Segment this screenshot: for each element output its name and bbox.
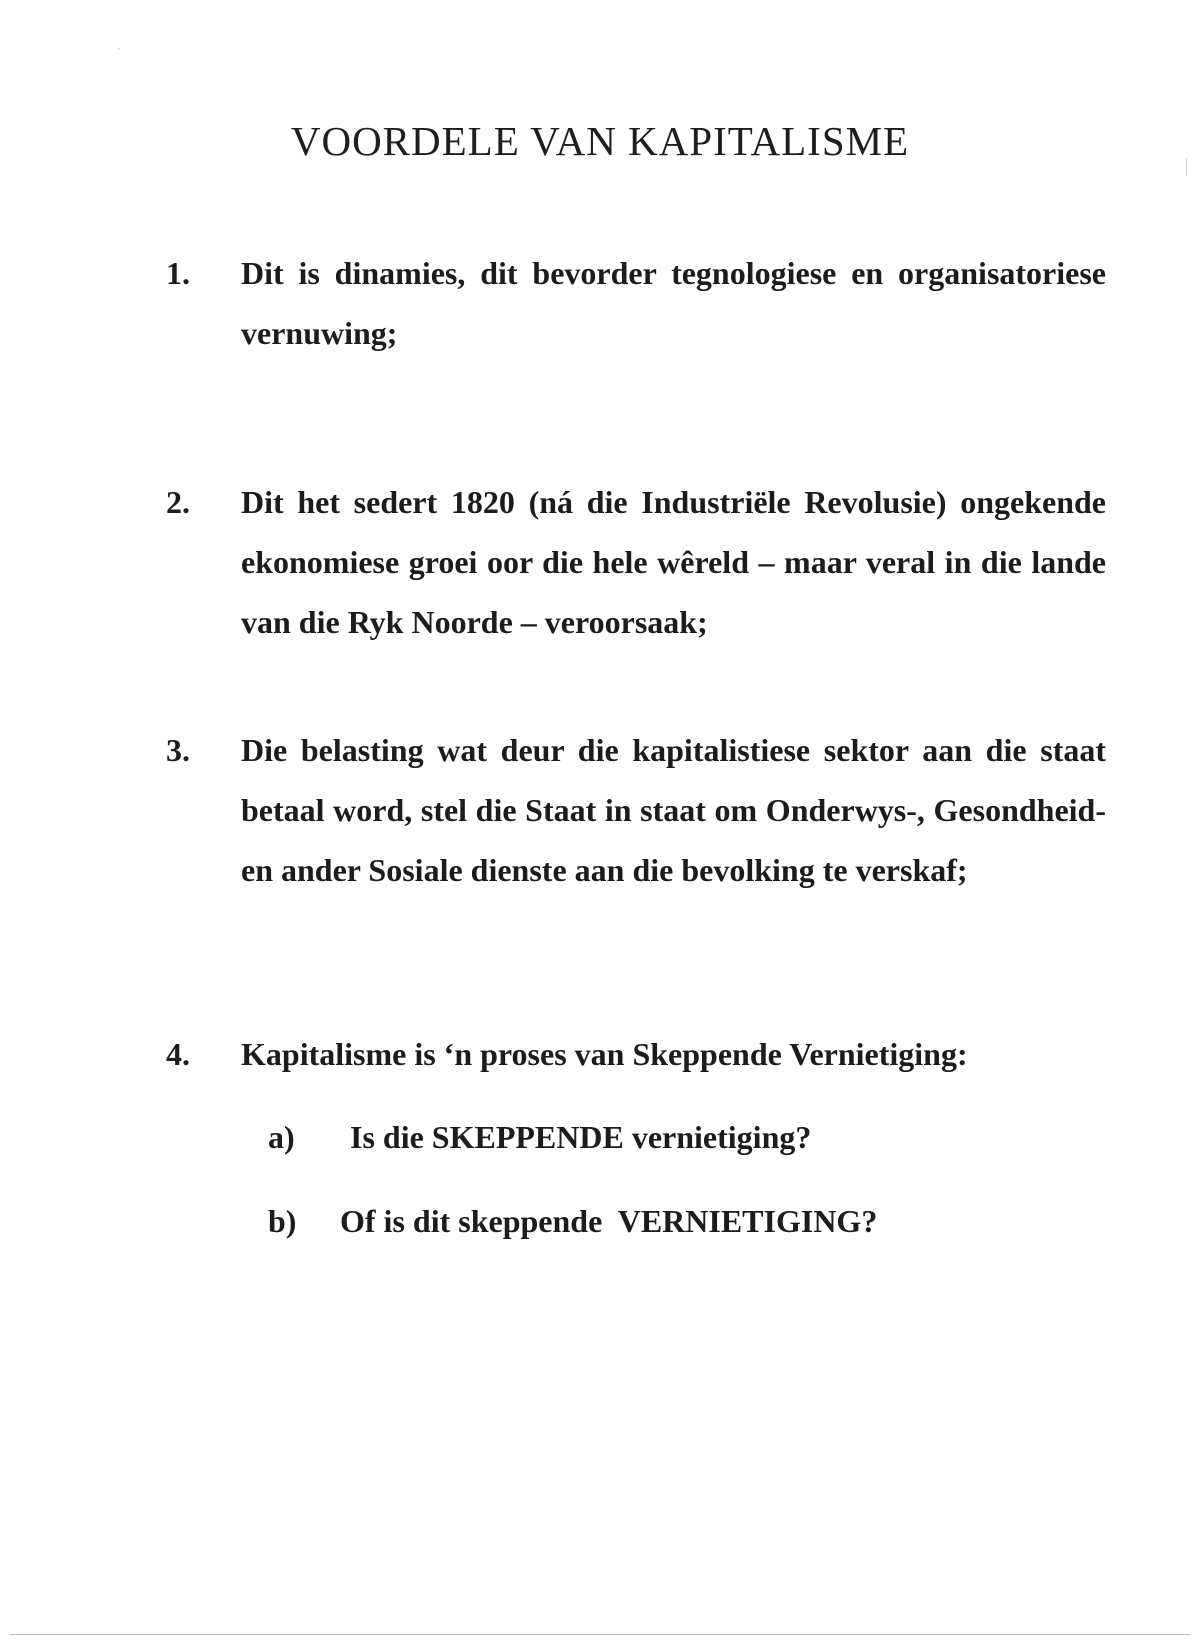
scan-edge-line	[10, 1634, 1190, 1635]
item-number: 4.	[166, 1036, 190, 1072]
page-title: VOORDELE VAN KAPITALISME	[290, 118, 910, 164]
sub-item-label: a)	[268, 1119, 295, 1155]
item-text: Dit is dinamies, dit bevorder tegnologiese en organisatoriese vernuwing;	[241, 255, 1106, 351]
item-number: 1.	[166, 255, 190, 291]
sub-item-text: Is die SKEPPENDE vernietiging?	[350, 1119, 812, 1155]
sub-item-label: b)	[268, 1203, 297, 1239]
item-number: 2.	[166, 484, 190, 520]
item-text: Dit het sedert 1820 (ná die Industriële Revolusie) ongekende ekonomiese groei oor die hele wêreld – maar veral in die lande van die Ryk Noorde – veroorsaak;	[241, 484, 1106, 640]
item-text: Kapitalisme is ‘n proses van Skeppende Vernietiging:	[241, 1036, 968, 1072]
item-number: 3.	[166, 732, 190, 768]
item-text: Die belasting wat deur die kapitalistiese sektor aan die staat betaal word, stel die Staat in staat om Onderwys-, Gesondheid- en ander Sosiale dienste aan die bevolking te verskaf;	[241, 732, 1106, 888]
scan-speck	[118, 48, 120, 50]
sub-item-text: Of is dit skeppende VERNIETIGING?	[340, 1203, 878, 1239]
